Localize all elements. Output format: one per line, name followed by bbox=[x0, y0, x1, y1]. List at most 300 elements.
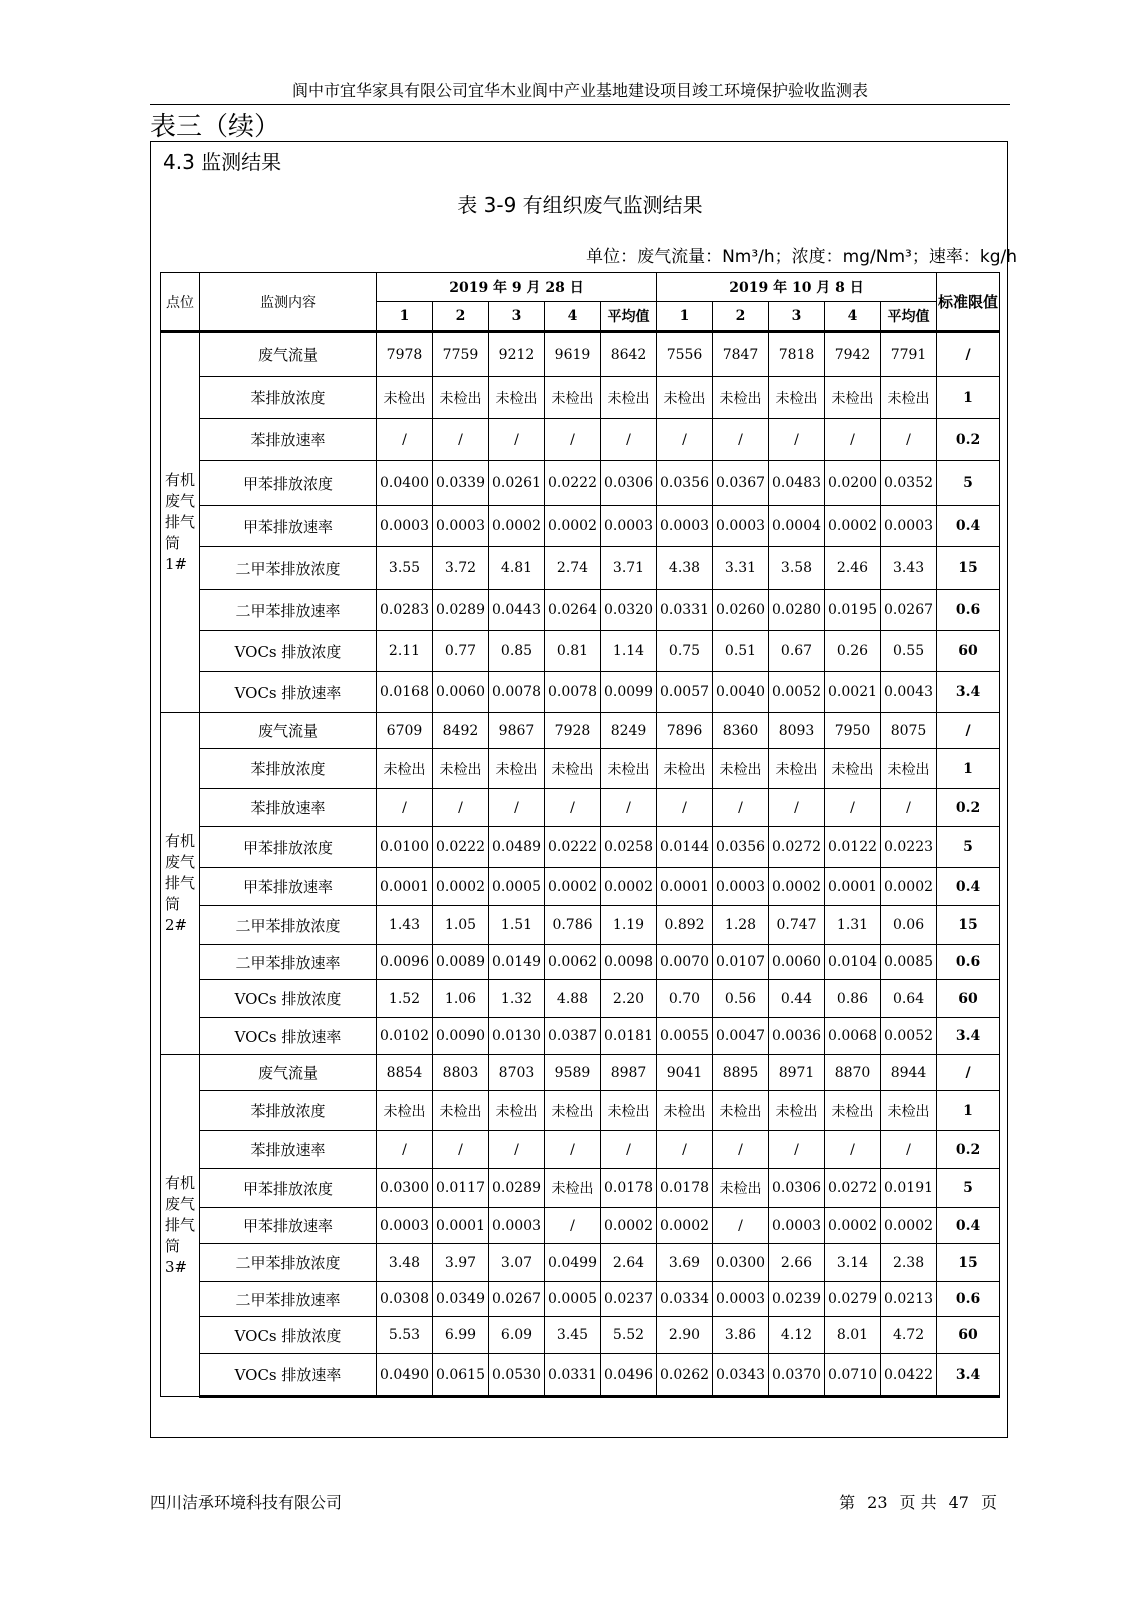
item-cell: VOCs 排放速率 bbox=[200, 1018, 377, 1055]
value-cell: / bbox=[545, 419, 601, 461]
header-sub: 4 bbox=[825, 302, 881, 332]
footer-page-number bbox=[833, 1490, 1003, 1513]
value-cell: 3.72 bbox=[433, 547, 489, 590]
table-row bbox=[161, 749, 1000, 789]
value-cell: 7978 bbox=[377, 332, 433, 377]
value-cell: 未检出 bbox=[881, 1091, 937, 1131]
value-cell: 0.77 bbox=[433, 631, 489, 672]
value-cell: / bbox=[657, 789, 713, 827]
value-cell: 未检出 bbox=[545, 377, 601, 419]
value-cell: 4.88 bbox=[545, 980, 601, 1018]
value-cell: / bbox=[601, 1131, 657, 1169]
value-cell: 4.12 bbox=[769, 1317, 825, 1354]
value-cell: 0.86 bbox=[825, 980, 881, 1018]
value-cell: 0.67 bbox=[769, 631, 825, 672]
value-cell: 0.0279 bbox=[825, 1282, 881, 1317]
value-cell: 0.0370 bbox=[769, 1354, 825, 1397]
header-sub: 3 bbox=[489, 302, 545, 332]
value-cell: 0.0308 bbox=[377, 1282, 433, 1317]
value-cell: 7896 bbox=[657, 713, 713, 749]
value-cell: 0.0191 bbox=[881, 1169, 937, 1208]
value-cell: / bbox=[881, 1131, 937, 1169]
value-cell: 0.0490 bbox=[377, 1354, 433, 1397]
value-cell: 0.0422 bbox=[881, 1354, 937, 1397]
value-cell: 7847 bbox=[713, 332, 769, 377]
value-cell: 0.0443 bbox=[489, 590, 545, 631]
page-prefix: 第 bbox=[839, 1493, 856, 1512]
table-body bbox=[161, 332, 1000, 1397]
value-cell: / bbox=[377, 789, 433, 827]
value-cell: / bbox=[601, 419, 657, 461]
value-cell: 未检出 bbox=[377, 1091, 433, 1131]
value-cell: 未检出 bbox=[377, 377, 433, 419]
location-cell: 有机废气排气筒 3# bbox=[161, 1055, 200, 1397]
item-cell: 废气流量 bbox=[200, 332, 377, 377]
value-cell: 未检出 bbox=[601, 377, 657, 419]
value-cell: 未检出 bbox=[881, 749, 937, 789]
value-cell: 7759 bbox=[433, 332, 489, 377]
value-cell: 0.0003 bbox=[881, 506, 937, 547]
value-cell: / bbox=[769, 1131, 825, 1169]
value-cell: 7791 bbox=[881, 332, 937, 377]
value-cell: 0.0264 bbox=[545, 590, 601, 631]
value-cell: 未检出 bbox=[825, 377, 881, 419]
value-cell: 2.20 bbox=[601, 980, 657, 1018]
value-cell: / bbox=[377, 419, 433, 461]
item-cell: 苯排放浓度 bbox=[200, 377, 377, 419]
value-cell: 5.52 bbox=[601, 1317, 657, 1354]
value-cell: / bbox=[377, 1131, 433, 1169]
value-cell: 未检出 bbox=[601, 749, 657, 789]
value-cell: 3.48 bbox=[377, 1244, 433, 1282]
value-cell: 8492 bbox=[433, 713, 489, 749]
value-cell: 4.81 bbox=[489, 547, 545, 590]
value-cell: 0.0489 bbox=[489, 827, 545, 868]
value-cell: 0.0002 bbox=[881, 868, 937, 906]
value-cell: 8642 bbox=[601, 332, 657, 377]
value-cell: 0.0002 bbox=[825, 506, 881, 547]
value-cell: 0.0144 bbox=[657, 827, 713, 868]
value-cell: 0.0262 bbox=[657, 1354, 713, 1397]
value-cell: 0.81 bbox=[545, 631, 601, 672]
value-cell: 0.64 bbox=[881, 980, 937, 1018]
table-row bbox=[161, 1354, 1000, 1397]
table-row bbox=[161, 547, 1000, 590]
standard-cell: 3.4 bbox=[937, 1354, 1000, 1397]
value-cell: 0.0499 bbox=[545, 1244, 601, 1282]
value-cell: 1.06 bbox=[433, 980, 489, 1018]
item-cell: 苯排放浓度 bbox=[200, 1091, 377, 1131]
value-cell: 未检出 bbox=[657, 1091, 713, 1131]
value-cell: 2.90 bbox=[657, 1317, 713, 1354]
value-cell: 3.97 bbox=[433, 1244, 489, 1282]
page-number: 23 bbox=[867, 1493, 888, 1512]
value-cell: 未检出 bbox=[825, 749, 881, 789]
value-cell: 0.0272 bbox=[825, 1169, 881, 1208]
value-cell: 1.19 bbox=[601, 906, 657, 945]
value-cell: 未检出 bbox=[433, 377, 489, 419]
value-cell: 0.0237 bbox=[601, 1282, 657, 1317]
value-cell: 未检出 bbox=[377, 749, 433, 789]
value-cell: 8854 bbox=[377, 1055, 433, 1091]
standard-cell: 5 bbox=[937, 827, 1000, 868]
header-date-2: 2019 年 10 月 8 日 bbox=[657, 273, 937, 302]
value-cell: 未检出 bbox=[769, 749, 825, 789]
table-row bbox=[161, 672, 1000, 713]
value-cell: 8870 bbox=[825, 1055, 881, 1091]
value-cell: / bbox=[489, 419, 545, 461]
value-cell: 2.11 bbox=[377, 631, 433, 672]
value-cell: 8987 bbox=[601, 1055, 657, 1091]
value-cell: 未检出 bbox=[489, 1091, 545, 1131]
value-cell: 0.0258 bbox=[601, 827, 657, 868]
value-cell: 1.52 bbox=[377, 980, 433, 1018]
value-cell: 8895 bbox=[713, 1055, 769, 1091]
value-cell: 7818 bbox=[769, 332, 825, 377]
value-cell: 0.0002 bbox=[545, 868, 601, 906]
standard-cell: 0.6 bbox=[937, 590, 1000, 631]
standard-cell: / bbox=[937, 713, 1000, 749]
value-cell: / bbox=[881, 789, 937, 827]
value-cell: 0.0117 bbox=[433, 1169, 489, 1208]
value-cell: 0.0052 bbox=[881, 1018, 937, 1055]
value-cell: 0.0090 bbox=[433, 1018, 489, 1055]
standard-cell: 1 bbox=[937, 749, 1000, 789]
value-cell: 0.06 bbox=[881, 906, 937, 945]
value-cell: 0.0289 bbox=[433, 590, 489, 631]
value-cell: 0.0331 bbox=[545, 1354, 601, 1397]
table-row bbox=[161, 1244, 1000, 1282]
standard-cell: / bbox=[937, 1055, 1000, 1091]
value-cell: 0.0099 bbox=[601, 672, 657, 713]
table-row bbox=[161, 1169, 1000, 1208]
value-cell: / bbox=[713, 1131, 769, 1169]
value-cell: 0.0089 bbox=[433, 945, 489, 980]
table-row bbox=[161, 1317, 1000, 1354]
value-cell: 1.14 bbox=[601, 631, 657, 672]
table-row bbox=[161, 827, 1000, 868]
value-cell: 0.0104 bbox=[825, 945, 881, 980]
value-cell: / bbox=[769, 789, 825, 827]
value-cell: 0.0267 bbox=[881, 590, 937, 631]
value-cell: 0.0003 bbox=[377, 1208, 433, 1244]
value-cell: 0.0001 bbox=[433, 1208, 489, 1244]
value-cell: 9589 bbox=[545, 1055, 601, 1091]
value-cell: 0.75 bbox=[657, 631, 713, 672]
value-cell: / bbox=[433, 1131, 489, 1169]
value-cell: 2.46 bbox=[825, 547, 881, 590]
value-cell: 8803 bbox=[433, 1055, 489, 1091]
value-cell: 0.786 bbox=[545, 906, 601, 945]
value-cell: / bbox=[713, 789, 769, 827]
value-cell: / bbox=[825, 789, 881, 827]
header-sub: 4 bbox=[545, 302, 601, 332]
value-cell: 0.0400 bbox=[377, 461, 433, 506]
standard-cell: 0.4 bbox=[937, 1208, 1000, 1244]
monitoring-results-table bbox=[160, 272, 1000, 1398]
item-cell: 二甲苯排放浓度 bbox=[200, 1244, 377, 1282]
value-cell: 0.0306 bbox=[769, 1169, 825, 1208]
value-cell: 0.0367 bbox=[713, 461, 769, 506]
value-cell: 0.0003 bbox=[601, 506, 657, 547]
value-cell: 7950 bbox=[825, 713, 881, 749]
value-cell: 0.0222 bbox=[433, 827, 489, 868]
value-cell: 0.0615 bbox=[433, 1354, 489, 1397]
standard-cell: 3.4 bbox=[937, 1018, 1000, 1055]
value-cell: 9867 bbox=[489, 713, 545, 749]
value-cell: 0.0003 bbox=[713, 868, 769, 906]
value-cell: 0.0289 bbox=[489, 1169, 545, 1208]
value-cell: / bbox=[825, 1131, 881, 1169]
standard-cell: 0.2 bbox=[937, 789, 1000, 827]
value-cell: 3.71 bbox=[601, 547, 657, 590]
value-cell: / bbox=[545, 1208, 601, 1244]
value-cell: 6709 bbox=[377, 713, 433, 749]
value-cell: 0.0349 bbox=[433, 1282, 489, 1317]
value-cell: 0.0002 bbox=[657, 1208, 713, 1244]
value-cell: 0.0047 bbox=[713, 1018, 769, 1055]
value-cell: / bbox=[713, 419, 769, 461]
value-cell: 0.0178 bbox=[657, 1169, 713, 1208]
table-row bbox=[161, 789, 1000, 827]
value-cell: 2.74 bbox=[545, 547, 601, 590]
value-cell: 0.0055 bbox=[657, 1018, 713, 1055]
value-cell: 4.72 bbox=[881, 1317, 937, 1354]
table-row bbox=[161, 506, 1000, 547]
value-cell: / bbox=[489, 1131, 545, 1169]
value-cell: 0.0057 bbox=[657, 672, 713, 713]
value-cell: 0.892 bbox=[657, 906, 713, 945]
value-cell: 0.0003 bbox=[433, 506, 489, 547]
item-cell: 苯排放浓度 bbox=[200, 749, 377, 789]
value-cell: 0.0168 bbox=[377, 672, 433, 713]
value-cell: 未检出 bbox=[545, 1091, 601, 1131]
standard-cell: 15 bbox=[937, 1244, 1000, 1282]
location-cell: 有机废气排气筒 2# bbox=[161, 713, 200, 1055]
value-cell: 0.0334 bbox=[657, 1282, 713, 1317]
value-cell: 0.0002 bbox=[489, 506, 545, 547]
header-sub: 3 bbox=[769, 302, 825, 332]
standard-cell: 0.4 bbox=[937, 868, 1000, 906]
value-cell: 未检出 bbox=[713, 749, 769, 789]
value-cell: 0.0496 bbox=[601, 1354, 657, 1397]
value-cell: 0.0003 bbox=[769, 1208, 825, 1244]
standard-cell: 60 bbox=[937, 1317, 1000, 1354]
value-cell: 8944 bbox=[881, 1055, 937, 1091]
value-cell: 0.0352 bbox=[881, 461, 937, 506]
table-row bbox=[161, 419, 1000, 461]
value-cell: 3.31 bbox=[713, 547, 769, 590]
item-cell: 甲苯排放浓度 bbox=[200, 461, 377, 506]
item-cell: 苯排放速率 bbox=[200, 1131, 377, 1169]
value-cell: 0.0070 bbox=[657, 945, 713, 980]
header-sub: 平均值 bbox=[601, 302, 657, 332]
table-row bbox=[161, 906, 1000, 945]
value-cell: / bbox=[489, 789, 545, 827]
value-cell: 0.0002 bbox=[601, 868, 657, 906]
value-cell: / bbox=[713, 1208, 769, 1244]
table-row bbox=[161, 1018, 1000, 1055]
item-cell: 甲苯排放速率 bbox=[200, 506, 377, 547]
value-cell: 0.0260 bbox=[713, 590, 769, 631]
value-cell: 0.0003 bbox=[489, 1208, 545, 1244]
value-cell: 未检出 bbox=[489, 749, 545, 789]
value-cell: / bbox=[769, 419, 825, 461]
standard-cell: 0.2 bbox=[937, 419, 1000, 461]
value-cell: 未检出 bbox=[433, 1091, 489, 1131]
header-sub: 平均值 bbox=[881, 302, 937, 332]
value-cell: 0.0195 bbox=[825, 590, 881, 631]
value-cell: 0.0003 bbox=[377, 506, 433, 547]
value-cell: 5.53 bbox=[377, 1317, 433, 1354]
value-cell: 3.43 bbox=[881, 547, 937, 590]
value-cell: 0.0003 bbox=[657, 506, 713, 547]
header-item: 监测内容 bbox=[200, 273, 377, 332]
value-cell: 0.0002 bbox=[433, 868, 489, 906]
value-cell: 0.0483 bbox=[769, 461, 825, 506]
value-cell: / bbox=[601, 789, 657, 827]
value-cell: 0.0300 bbox=[377, 1169, 433, 1208]
value-cell: 0.0002 bbox=[881, 1208, 937, 1244]
table-row bbox=[161, 1208, 1000, 1244]
value-cell: 0.0002 bbox=[769, 868, 825, 906]
value-cell: 0.0710 bbox=[825, 1354, 881, 1397]
value-cell: 未检出 bbox=[657, 749, 713, 789]
standard-cell: 1 bbox=[937, 1091, 1000, 1131]
value-cell: 0.0339 bbox=[433, 461, 489, 506]
value-cell: 0.0036 bbox=[769, 1018, 825, 1055]
value-cell: 0.56 bbox=[713, 980, 769, 1018]
value-cell: 2.66 bbox=[769, 1244, 825, 1282]
document-header: 阆中市宜华家具有限公司宜华木业阆中产业基地建设项目竣工环境保护验收监测表 bbox=[291, 81, 868, 100]
footer-company: 四川洁承环境科技有限公司 bbox=[150, 1493, 343, 1512]
value-cell: 0.0213 bbox=[881, 1282, 937, 1317]
item-cell: 甲苯排放速率 bbox=[200, 868, 377, 906]
item-cell: 甲苯排放浓度 bbox=[200, 1169, 377, 1208]
value-cell: 0.0107 bbox=[713, 945, 769, 980]
item-cell: VOCs 排放浓度 bbox=[200, 631, 377, 672]
value-cell: 8093 bbox=[769, 713, 825, 749]
value-cell: / bbox=[881, 419, 937, 461]
value-cell: 0.0060 bbox=[433, 672, 489, 713]
item-cell: 二甲苯排放速率 bbox=[200, 1282, 377, 1317]
standard-cell: 5 bbox=[937, 1169, 1000, 1208]
table-row bbox=[161, 332, 1000, 377]
table-row bbox=[161, 1091, 1000, 1131]
table-label: 表三（续） bbox=[150, 112, 281, 142]
value-cell: 0.0002 bbox=[545, 506, 601, 547]
value-cell: 3.69 bbox=[657, 1244, 713, 1282]
table-row bbox=[161, 945, 1000, 980]
value-cell: 0.0078 bbox=[545, 672, 601, 713]
item-cell: 苯排放速率 bbox=[200, 789, 377, 827]
value-cell: 0.55 bbox=[881, 631, 937, 672]
value-cell: 8075 bbox=[881, 713, 937, 749]
value-cell: 3.55 bbox=[377, 547, 433, 590]
value-cell: 0.51 bbox=[713, 631, 769, 672]
value-cell: 8249 bbox=[601, 713, 657, 749]
item-cell: 二甲苯排放速率 bbox=[200, 945, 377, 980]
page-suffix: 页 bbox=[980, 1493, 997, 1512]
value-cell: 8971 bbox=[769, 1055, 825, 1091]
units-note: 单位：废气流量：Nm³/h；浓度：mg/Nm³；速率：kg/h bbox=[586, 247, 1017, 267]
value-cell: 未检出 bbox=[713, 1169, 769, 1208]
standard-cell: 15 bbox=[937, 547, 1000, 590]
value-cell: 未检出 bbox=[657, 377, 713, 419]
value-cell: 0.0320 bbox=[601, 590, 657, 631]
value-cell: 9041 bbox=[657, 1055, 713, 1091]
value-cell: 1.28 bbox=[713, 906, 769, 945]
item-cell: VOCs 排放浓度 bbox=[200, 1317, 377, 1354]
value-cell: 0.0068 bbox=[825, 1018, 881, 1055]
value-cell: 0.44 bbox=[769, 980, 825, 1018]
value-cell: 0.0356 bbox=[657, 461, 713, 506]
value-cell: 0.0283 bbox=[377, 590, 433, 631]
standard-cell: 5 bbox=[937, 461, 1000, 506]
value-cell: 0.0062 bbox=[545, 945, 601, 980]
value-cell: 0.0300 bbox=[713, 1244, 769, 1282]
table-row bbox=[161, 713, 1000, 749]
value-cell: 0.0001 bbox=[377, 868, 433, 906]
page-mid: 页 共 bbox=[899, 1493, 937, 1512]
header-sub: 2 bbox=[433, 302, 489, 332]
standard-cell: 3.4 bbox=[937, 672, 1000, 713]
header-sub: 1 bbox=[657, 302, 713, 332]
value-cell: 0.0002 bbox=[601, 1208, 657, 1244]
value-cell: 0.0001 bbox=[825, 868, 881, 906]
value-cell: 0.0239 bbox=[769, 1282, 825, 1317]
item-cell: VOCs 排放浓度 bbox=[200, 980, 377, 1018]
header-sub: 1 bbox=[377, 302, 433, 332]
value-cell: / bbox=[433, 789, 489, 827]
value-cell: 9619 bbox=[545, 332, 601, 377]
value-cell: 1.51 bbox=[489, 906, 545, 945]
table-row bbox=[161, 1131, 1000, 1169]
value-cell: 0.0261 bbox=[489, 461, 545, 506]
table-row bbox=[161, 1282, 1000, 1317]
value-cell: 0.0078 bbox=[489, 672, 545, 713]
value-cell: 未检出 bbox=[713, 377, 769, 419]
value-cell: 未检出 bbox=[545, 749, 601, 789]
value-cell: / bbox=[545, 1131, 601, 1169]
value-cell: 0.0005 bbox=[489, 868, 545, 906]
item-cell: 二甲苯排放速率 bbox=[200, 590, 377, 631]
value-cell: 0.0272 bbox=[769, 827, 825, 868]
value-cell: / bbox=[433, 419, 489, 461]
value-cell: 0.0331 bbox=[657, 590, 713, 631]
value-cell: 6.99 bbox=[433, 1317, 489, 1354]
value-cell: 8703 bbox=[489, 1055, 545, 1091]
table-row bbox=[161, 868, 1000, 906]
value-cell: 0.0223 bbox=[881, 827, 937, 868]
value-cell: 0.0002 bbox=[825, 1208, 881, 1244]
table-row bbox=[161, 461, 1000, 506]
value-cell: 0.0003 bbox=[713, 1282, 769, 1317]
item-cell: 苯排放速率 bbox=[200, 419, 377, 461]
standard-cell: 0.2 bbox=[937, 1131, 1000, 1169]
value-cell: 0.0343 bbox=[713, 1354, 769, 1397]
standard-cell: 1 bbox=[937, 377, 1000, 419]
value-cell: 8.01 bbox=[825, 1317, 881, 1354]
value-cell: 1.32 bbox=[489, 980, 545, 1018]
value-cell: 0.0181 bbox=[601, 1018, 657, 1055]
value-cell: 3.58 bbox=[769, 547, 825, 590]
table-caption: 表 3-9 有组织废气监测结果 bbox=[457, 193, 703, 217]
value-cell: 3.07 bbox=[489, 1244, 545, 1282]
standard-cell: 0.6 bbox=[937, 945, 1000, 980]
value-cell: 0.0149 bbox=[489, 945, 545, 980]
value-cell: 7556 bbox=[657, 332, 713, 377]
